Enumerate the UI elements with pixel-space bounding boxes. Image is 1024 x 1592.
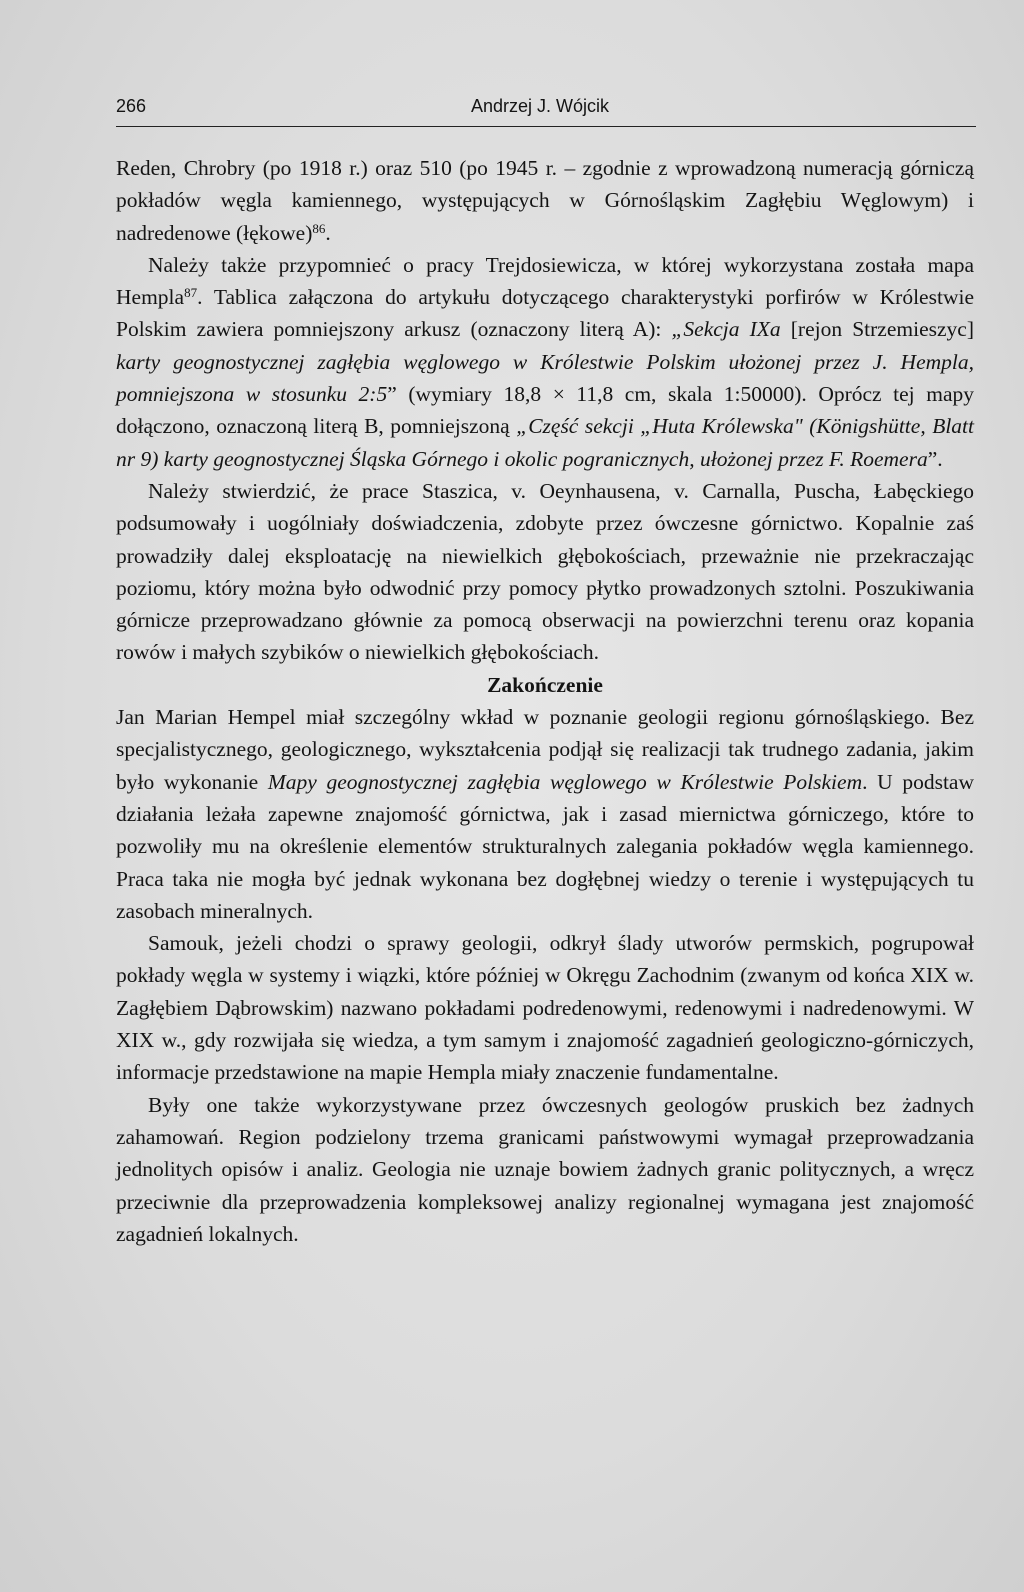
page-number: 266 (116, 96, 147, 116)
p2-text-3: [rejon Strzemieszyc] (780, 317, 974, 342)
p2-italic-1: „Sekcja IXa (671, 317, 781, 342)
p2-text-1: Należy także przypomnieć o pracy Trejdosiewicza, w której wykorzystana została mapa Hempla (116, 252, 974, 310)
p4-italic-1: Mapy geognostycznej zagłębia węglowego w Królestwie Polskiem (267, 769, 863, 794)
p4-text-2: . U podstaw działania leżała zapewne znajomość górnictwa, jak i zasad miernictwa górniczego, które to pozwoliły mu na określenie elementów strukturalnych zalegania pokładów węgla kamiennego. Praca taka nie mogła być jednak wykonana bez dogłębnej wiedzy o terenie i występujących tu zasobach mineralnych. (116, 769, 974, 923)
p1-text-2: . (325, 220, 331, 245)
p1-text-1: Reden, Chrobry (po 1918 r.) oraz 510 (po 1945 r. – zgodnie z wprowadzoną numeracją górniczą pokładów węgla kamiennego, występujących w Górnośląskim Zagłębiu Węglowym) i nadredenowe (łękowe) (116, 156, 974, 245)
paragraph-5: Samouk, jeżeli chodzi o sprawy geologii, odkrył ślady utworów permskich, pogrupował pokłady węgla w systemy i wiązki, które później w Okręgu Zachodnim (zwanym od końca XIX w. Zagłębiem Dąbrowskim) nazwano pokładami podredenowymi, redenowymi i nadredenowymi. W XIX w., gdy rozwijała się wiedza, a tym samym i znajomość zagadnień geologiczno-górniczych, informacje przedstawione na mapie Hempla miały znaczenie fundamentalne. (116, 931, 974, 1085)
running-head-author: Andrzej J. Wójcik (470, 96, 610, 116)
p2-italic-2: karty geognostycznej zagłębia węglowego w Królestwie Polskim ułożonej przez J. Hempla, pomniejszona w stosunku 2:5 (116, 349, 974, 407)
page-header (116, 96, 964, 126)
paragraph-6: Były one także wykorzystywane przez ówczesnych geologów pruskich bez żadnych zahamowań. Region podzielony trzema granicami państwowymi wymagał przeprowadzania jednolitych opisów i analiz. Geologia nie uznaje bowiem żadnych granic politycznych, a wręcz przeciwnie dla przeprowadzenia kompleksowej analizy regionalnej wymagana jest znajomość zagadnień lokalnych. (116, 1092, 974, 1246)
paragraph-4 (116, 701, 974, 927)
p2-text-4: ” (wymiary 18,8 × 11,8 cm, skala 1:50000). Oprócz tej mapy dołączono, oznaczoną literą B, pomniejszoną (116, 382, 974, 439)
footnote-ref-87: 87 (184, 285, 198, 301)
paragraph-2 (116, 249, 974, 475)
p2-italic-3: „Część sekcji „Huta Królewska" (Königshütte, Blatt nr 9) karty geognostycznej Śląska Górnego i okolic pogranicznych, ułożonej przez F. Roemera (116, 414, 974, 471)
paragraph-3: Należy stwierdzić, że prace Staszica, v. Oeynhausena, v. Carnalla, Puscha, Łabęckiego podsumowały i uogólniały doświadczenia, zdobyte przez ówczesne górnictwo. Kopalnie zaś prowadziły dalej eksploatację na niewielkich głębokościach, przeważnie nie przekraczając poziomu, który można było odwodnić przy pomocy płytko prowadzonych sztolni. Poszukiwania górnicze przeprowadzano głównie za pomocą obserwacji na powierzchni terenu oraz kopania rowów i małych szybików o niewielkich głębokościach. (116, 478, 974, 665)
header-rule (116, 126, 976, 127)
paragraph-1 (116, 152, 974, 249)
p2-text-2: . Tablica załączona do artykułu dotyczącego charakterystyki porfirów w Królestwie Polskim zawiera pomniejszony arkusz (oznaczony literą A): (116, 285, 974, 342)
page-body (116, 152, 974, 1250)
footnote-ref-86: 86 (312, 220, 326, 236)
p4-text-1: Jan Marian Hempel miał szczególny wkład w poznanie geologii regionu górnośląskiego. Bez specjalistycznego, geologicznego, wykształcenia podjął się realizacji tak trudnego zadania, jakim było wykonanie (116, 705, 974, 794)
p2-text-5: ”. (927, 446, 943, 471)
section-title: Zakończenie (487, 672, 603, 697)
